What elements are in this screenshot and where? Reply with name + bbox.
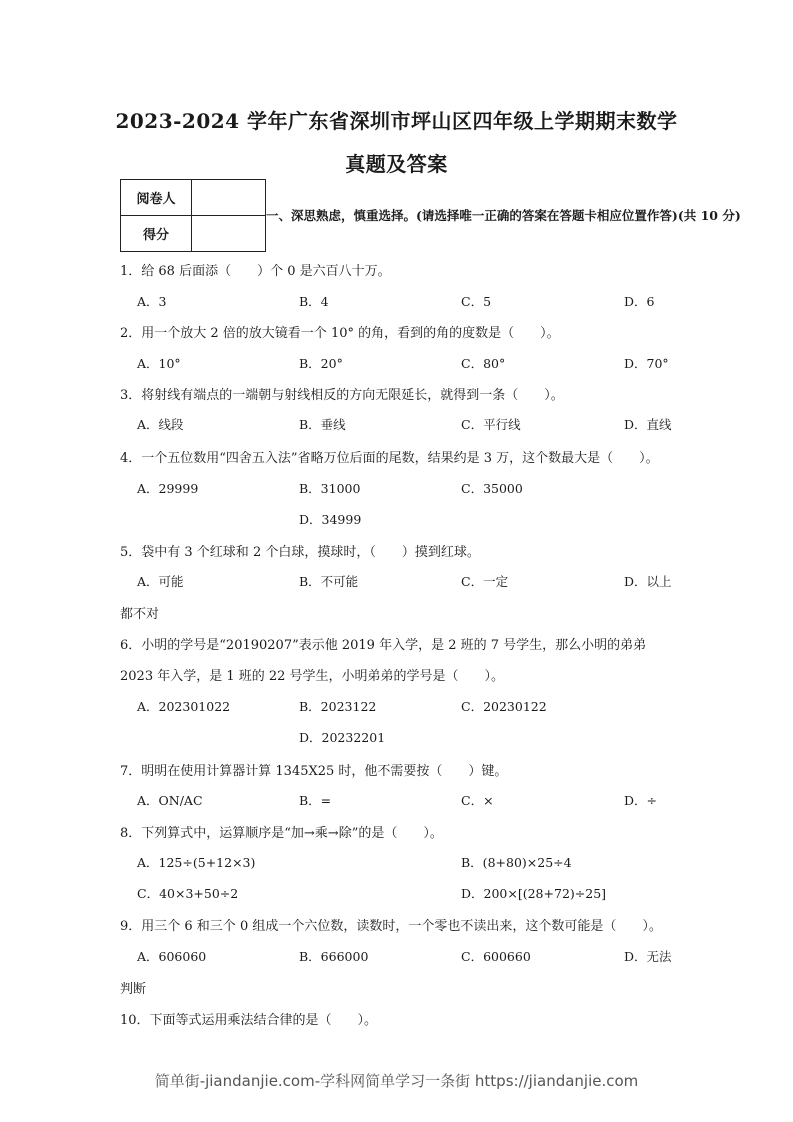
score-table (120, 179, 266, 252)
score-label: 得分 (121, 216, 192, 252)
q9-option-a: A．606060 (137, 949, 207, 964)
question-2: 2．用一个放大 2 倍的放大镜看一个 10° 的角，看到的角的度数是（ ）。 (120, 326, 560, 341)
section-heading: 一、深思熟虑，慎重选择。(请选择唯一正确的答案在答题卡相应位置作答)(共 10 分) (266, 208, 741, 223)
q9-option-b: B．666000 (299, 949, 369, 964)
q7-option-c: C．× (461, 793, 494, 808)
q5-option-d: D．以上 (624, 574, 672, 589)
q1-option-c: C．5 (461, 294, 492, 309)
q7-option-d: D．÷ (624, 793, 657, 808)
q1-option-d: D．6 (624, 294, 655, 309)
q5-option-a: A．可能 (137, 574, 184, 589)
question-6: 6．小明的学号是“20190207”表示他 2019 年入学，是 2 班的 7 号学生，那么小明的弟弟 (120, 638, 647, 653)
footer-watermark: 简单街-jiandanjie.com-学科网简单学习一条街 https://jiandanjie.com (154, 1072, 639, 1090)
q6-option-a: A．202301022 (137, 699, 231, 714)
q6-option-d: D．20232201 (299, 730, 386, 745)
q7-option-b: B．= (299, 793, 332, 808)
q6-option-b: B．2023122 (299, 699, 377, 714)
question-5: 5．袋中有 3 个红球和 2 个白球，摸球时，（ ）摸到红球。 (120, 545, 480, 560)
q3-option-d: D．直线 (624, 417, 672, 432)
question-9: 9．用三个 6 和三个 0 组成一个六位数，读数时，一个零也不读出来，这个数可能是（ ）。 (120, 919, 662, 934)
q9-option-d: D．无法 (624, 949, 672, 964)
q8-option-a: A．125÷(5+12×3) (137, 855, 256, 870)
grader-label: 阅卷人 (121, 180, 192, 216)
question-4: 4．一个五位数用“四舍五入法”省略万位后面的尾数，结果约是 3 万，这个数最大是（ ）。 (120, 451, 659, 466)
q6-option-c: C．20230122 (461, 699, 547, 714)
q2-option-b: B．20° (299, 356, 343, 371)
q8-option-c: C．40×3+50÷2 (137, 886, 239, 901)
q5-option-d-continued: 都不对 (120, 607, 160, 622)
grader-value (192, 180, 266, 216)
q8-option-d: D．200×[(28+72)÷25] (461, 886, 607, 901)
q4-option-a: A．29999 (137, 481, 199, 496)
q4-option-d: D．34999 (299, 512, 362, 527)
q4-option-c: C．35000 (461, 481, 523, 496)
question-6-line2: 2023 年入学，是 1 班的 22 号学生，小明弟弟的学号是（ ）。 (120, 669, 505, 684)
q3-option-b: B．垂线 (299, 417, 346, 432)
q1-option-b: B．4 (299, 294, 329, 309)
document-title-line2: 真题及答案 (345, 152, 448, 176)
question-3: 3．将射线有端点的一端朝与射线相反的方向无限延长，就得到一条（ ）。 (120, 388, 564, 403)
question-8: 8．下列算式中，运算顺序是“加→乘→除”的是（ ）。 (120, 826, 443, 841)
q4-option-b: B．31000 (299, 481, 361, 496)
question-10: 10．下面等式运用乘法结合律的是（ ）。 (120, 1013, 378, 1028)
q2-option-d: D．70° (624, 356, 669, 371)
q5-option-b: B．不可能 (299, 574, 359, 589)
q2-option-c: C．80° (461, 356, 506, 371)
q3-option-a: A．线段 (137, 417, 184, 432)
q9-option-d-continued: 判断 (120, 982, 147, 997)
q3-option-c: C．平行线 (461, 417, 521, 432)
question-1: 1．给 68 后面添（ ）个 0 是六百八十万。 (120, 264, 391, 279)
q9-option-c: C．600660 (461, 949, 531, 964)
question-7: 7．明明在使用计算器计算 1345X25 时，他不需要按（ ）键。 (120, 764, 508, 779)
q8-option-b: B．(8+80)×25÷4 (461, 855, 572, 870)
q1-option-a: A．3 (137, 294, 167, 309)
score-value (192, 216, 266, 252)
q2-option-a: A．10° (137, 356, 181, 371)
q5-option-c: C．一定 (461, 574, 509, 589)
document-title-line1: 2023-2024 学年广东省深圳市坪山区四年级上学期期末数学 (115, 109, 678, 133)
q7-option-a: A．ON/AC (137, 793, 203, 808)
